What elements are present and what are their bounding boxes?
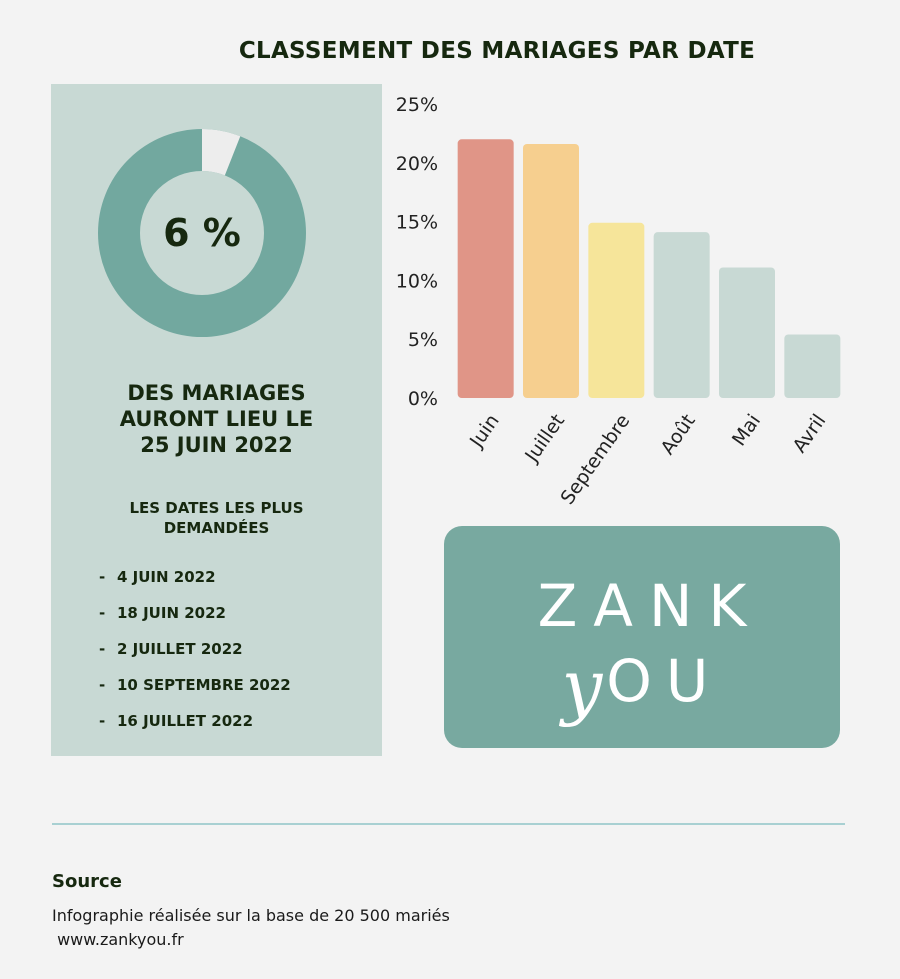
logo-text-zank: ZANK — [537, 572, 763, 640]
x-tick-label: Septembre — [556, 410, 635, 509]
headline — [51, 380, 382, 458]
bar-juin — [458, 139, 514, 398]
list-item: - 10 SEPTEMBRE 2022 — [99, 676, 291, 694]
bar-septembre — [588, 223, 644, 398]
y-tick-label: 25% — [395, 94, 438, 116]
bar-mai — [719, 267, 775, 398]
list-item: - 16 JUILLET 2022 — [99, 712, 254, 730]
list-item: - 2 JUILLET 2022 — [99, 640, 243, 658]
zankyou-logo — [444, 526, 840, 748]
top-dates-heading-line: DEMANDÉES — [163, 519, 270, 537]
x-tick-label: Juillet — [520, 410, 570, 466]
top-dates-heading — [51, 498, 382, 538]
logo-text-ou: OU — [606, 647, 723, 715]
x-tick-label: Avril — [788, 410, 831, 457]
bar-juillet — [523, 144, 579, 398]
x-tick-label: Août — [656, 410, 700, 459]
x-tick-label: Mai — [727, 410, 766, 451]
donut-chart — [98, 129, 306, 337]
logo-text-you — [444, 644, 840, 728]
list-item: - 4 JUIN 2022 — [99, 568, 216, 586]
y-tick-label: 5% — [407, 329, 438, 352]
date-text: 18 JUIN 2022 — [117, 604, 226, 622]
date-text: 4 JUIN 2022 — [117, 568, 216, 586]
top-dates-list — [99, 568, 291, 748]
chart-title: CLASSEMENT DES MARIAGES PAR DATE — [238, 38, 756, 64]
x-tick-label: Juin — [465, 410, 504, 452]
top-dates-heading-line: LES DATES LES PLUS — [129, 499, 304, 517]
date-text: 16 JUILLET 2022 — [117, 712, 254, 730]
y-tick-label: 15% — [395, 211, 438, 234]
source-url: www.zankyou.fr — [52, 930, 184, 949]
headline-line: AURONT LIEU LE — [119, 407, 314, 431]
source-text: Infographie réalisée sur la base de 20 500 mariés — [52, 906, 450, 925]
date-text: 10 SEPTEMBRE 2022 — [117, 676, 291, 694]
headline-line: DES MARIAGES — [127, 381, 306, 405]
list-item: - 18 JUIN 2022 — [99, 604, 226, 622]
summary-panel — [51, 84, 382, 756]
donut-percent-label: 6 % — [163, 211, 241, 255]
y-tick-label: 20% — [395, 152, 438, 175]
bar-avril — [784, 334, 840, 398]
bar-chart — [385, 86, 855, 511]
bar-août — [654, 232, 710, 398]
logo-script-y: y — [561, 644, 603, 728]
date-text: 2 JUILLET 2022 — [117, 640, 243, 658]
source-label: Source — [52, 871, 122, 892]
headline-line: 25 JUIN 2022 — [140, 433, 293, 457]
y-tick-label: 0% — [407, 388, 438, 410]
divider — [52, 823, 845, 825]
y-tick-label: 10% — [395, 270, 438, 293]
